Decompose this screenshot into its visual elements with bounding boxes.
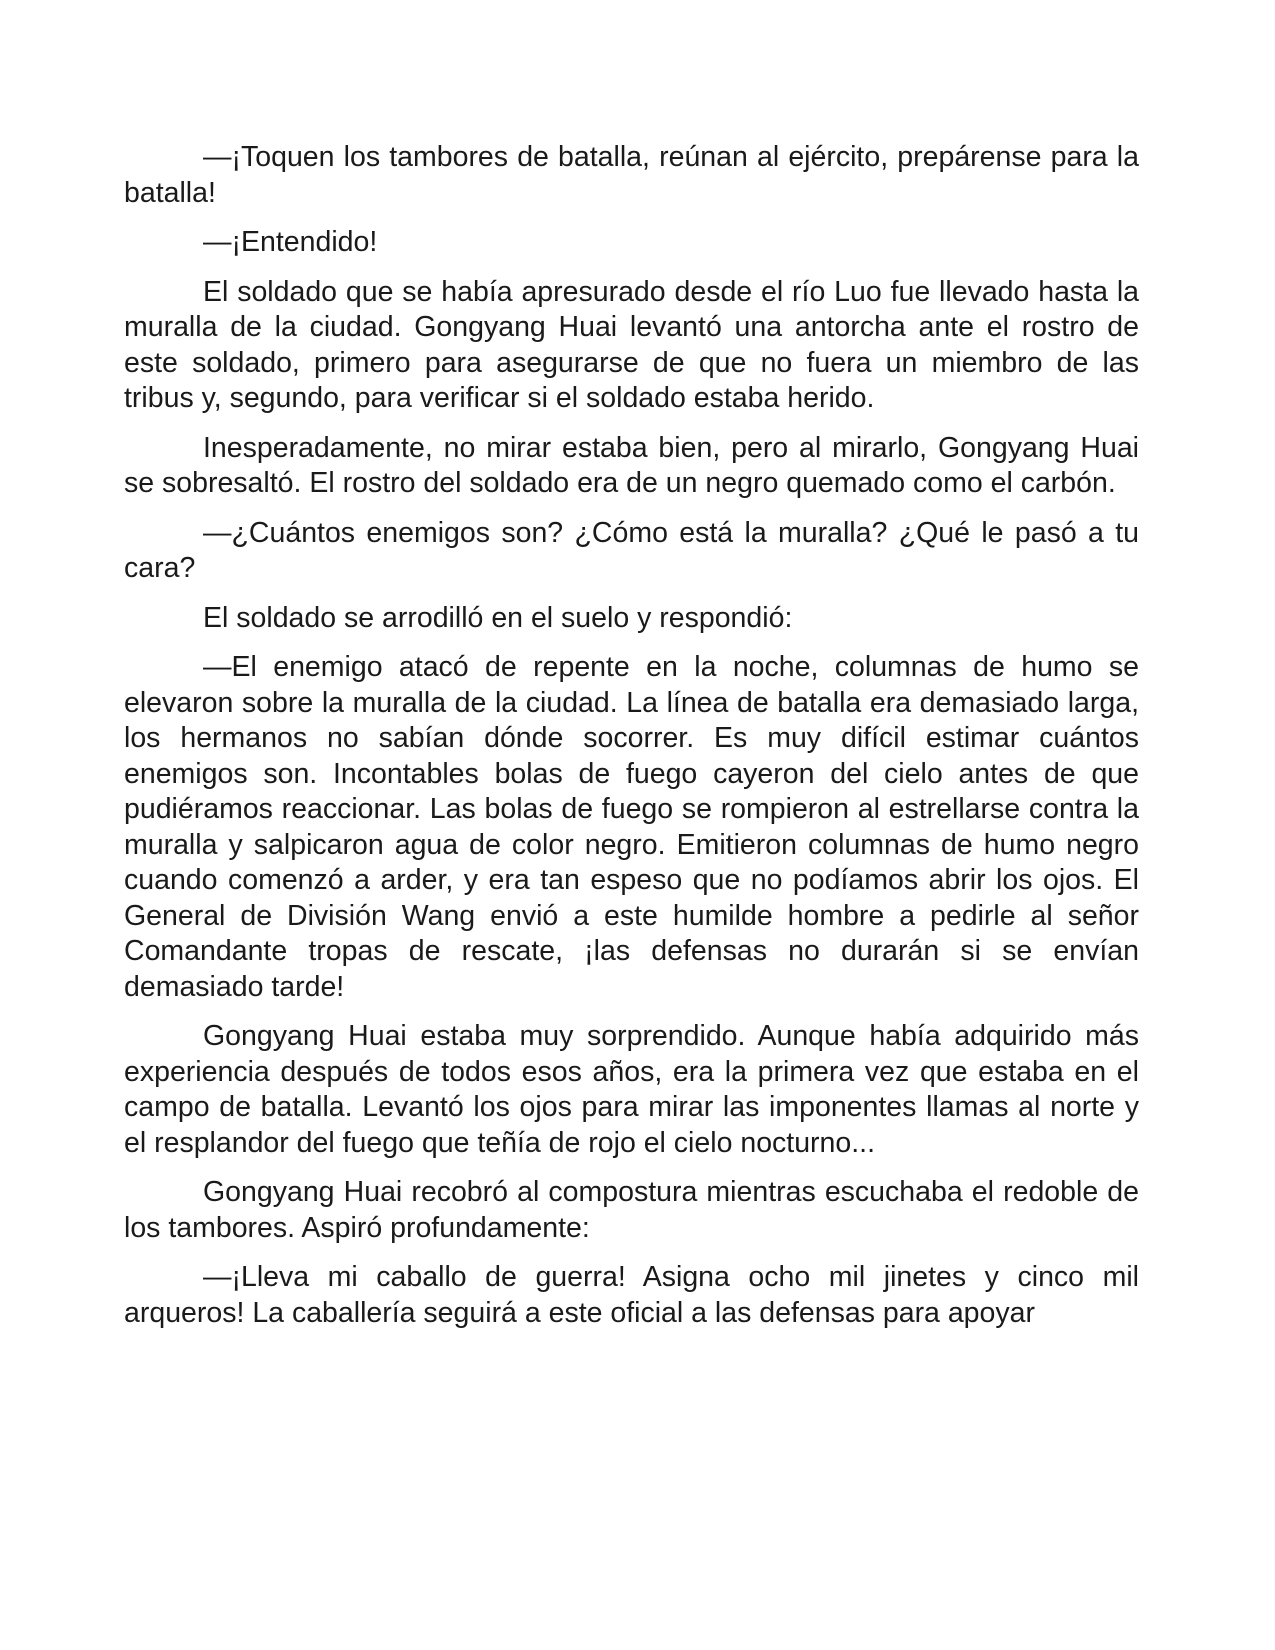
paragraph-10: —¡Lleva mi caballo de guerra! Asigna ocho mil jinetes y cinco mil arqueros! La caballería seguirá a este oficial a las defensas para apoyar [124, 1261, 1139, 1329]
paragraph-1: —¡Toquen los tambores de batalla, reúnan al ejército, prepárense para la batalla! [124, 141, 1139, 209]
paragraph-3: El soldado que se había apresurado desde el río Luo fue llevado hasta la muralla de la ciudad. Gongyang Huai levantó una antorcha ante el rostro de este soldado, primero para asegurarse de que no fuera un miembro de las tribus y, segundo, para verificar si el soldado estaba herido. [124, 275, 1139, 414]
paragraph-9: Gongyang Huai recobró al compostura mientras escuchaba el redoble de los tambores. Aspiró profundamente: [124, 1176, 1139, 1244]
paragraph-4: Inesperadamente, no mirar estaba bien, pero al mirarlo, Gongyang Huai se sobresaltó. El rostro del soldado era de un negro quemado como el carbón. [124, 431, 1139, 499]
document-page [124, 140, 1139, 1345]
paragraph-6: El soldado se arrodilló en el suelo y respondió: [203, 601, 793, 634]
paragraph-8: Gongyang Huai estaba muy sorprendido. Aunque había adquirido más experiencia después de todos esos años, era la primera vez que estaba en el campo de batalla. Levantó los ojos para mirar las imponentes llamas al norte y el resplandor del fuego que teñía de rojo el cielo nocturno... [124, 1020, 1139, 1159]
paragraph-7: —El enemigo atacó de repente en la noche, columnas de humo se elevaron sobre la muralla de la ciudad. La línea de batalla era demasiado larga, los hermanos no sabían dónde socorrer. Es muy difícil estimar cuántos enemigos son. Incontables bolas de fuego cayeron del cielo antes de que pudiéramos reaccionar. Las bolas de fuego se rompieron al estrellarse contra la muralla y salpicaron agua de color negro. Emitieron columnas de humo negro cuando comenzó a arder, y era tan espeso que no podíamos abrir los ojos. El General de División Wang envió a este humilde hombre a pedirle al señor Comandante tropas de rescate, ¡las defensas no durarán si se envían demasiado tarde! [124, 651, 1139, 1003]
paragraph-5: —¿Cuántos enemigos son? ¿Cómo está la muralla? ¿Qué le pasó a tu cara? [124, 516, 1139, 584]
paragraph-2: —¡Entendido! [203, 226, 378, 258]
